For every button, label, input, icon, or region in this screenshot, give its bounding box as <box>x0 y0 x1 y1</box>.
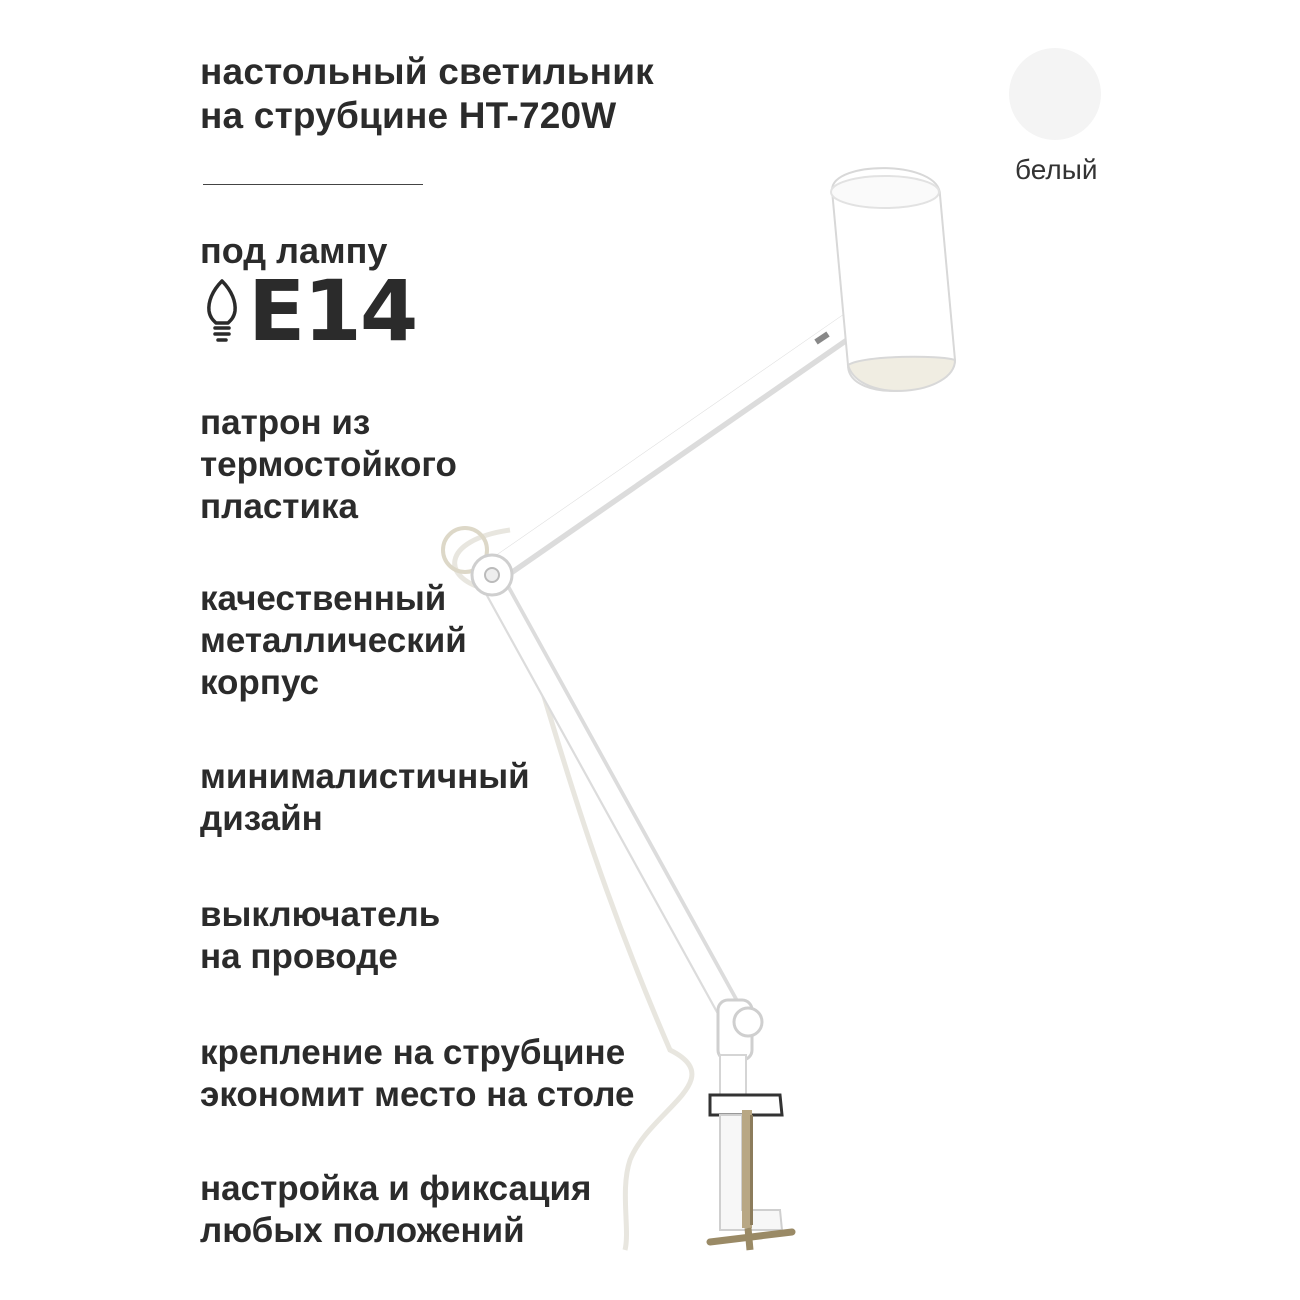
socket-value: E14 <box>248 262 417 360</box>
clamp <box>710 1095 792 1250</box>
lamp-shade <box>831 168 955 391</box>
feature-line: дизайн <box>200 799 323 838</box>
feature-line: на проводе <box>200 937 398 976</box>
feature-line: минималистичный <box>200 757 530 796</box>
divider <box>203 184 423 185</box>
feature-cord-switch <box>200 894 440 978</box>
feature-line: металлический <box>200 621 467 660</box>
product-title-line2: на струбцине HT-720W <box>200 95 617 136</box>
product-title-line1: настольный светильник <box>200 51 654 92</box>
feature-line: экономит место на столе <box>200 1075 635 1114</box>
feature-line: любых положений <box>200 1211 525 1250</box>
lamp-image <box>420 150 1300 1300</box>
feature-line: патрон из <box>200 403 371 442</box>
feature-heat-resistant-socket <box>200 402 457 528</box>
color-label: белый <box>1015 154 1098 185</box>
feature-line: крепление на струбцине <box>200 1033 626 1072</box>
feature-line: корпус <box>200 663 320 702</box>
feature-line: качественный <box>200 579 447 618</box>
socket-label: под лампу <box>200 230 388 271</box>
light-bulb-icon <box>203 278 241 344</box>
color-swatch-white[interactable] <box>1009 48 1101 140</box>
feature-line: выключатель <box>200 895 441 934</box>
feature-line: настройка и фиксация <box>200 1169 592 1208</box>
product-title <box>200 50 654 138</box>
feature-line: термостойкого <box>200 445 457 484</box>
feature-line: пластика <box>200 487 358 526</box>
